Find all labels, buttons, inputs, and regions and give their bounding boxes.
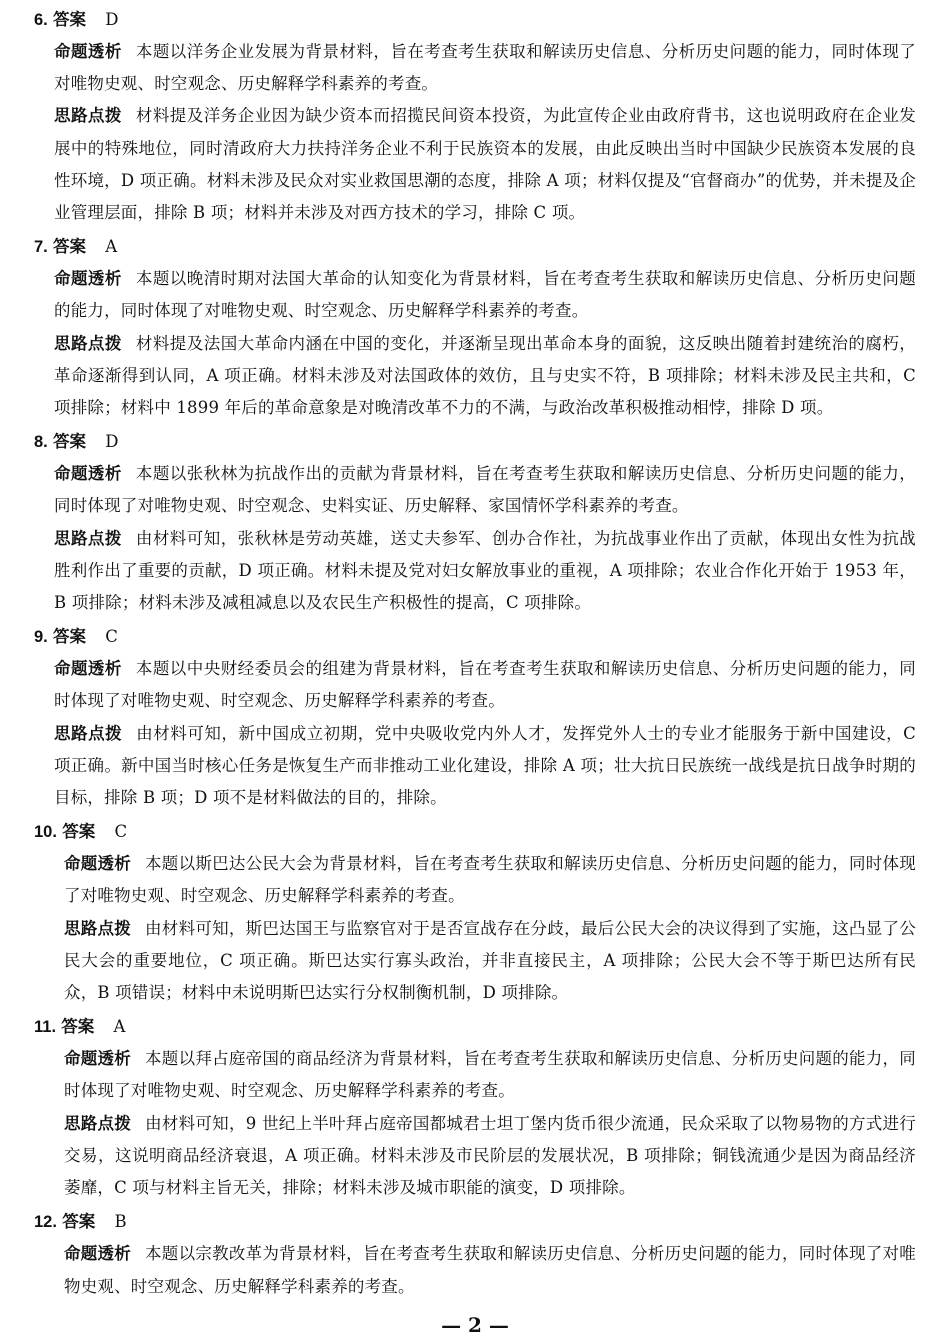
question-header xyxy=(34,1011,916,1043)
answer-value: D xyxy=(105,432,119,452)
answer-label: 答案 xyxy=(61,1017,95,1037)
analysis-text: 本题以宗教改革为背景材料，旨在考查考生获取和解读历史信息、分析历史问题的能力，同时体现了对唯物史观、时空观念、历史解释学科素养的考查。 xyxy=(64,1244,916,1296)
analysis-label: 命题透析 xyxy=(54,464,122,484)
answer-label: 答案 xyxy=(62,1212,96,1232)
page-number: — 2 — xyxy=(441,1313,509,1337)
analysis-label: 命题透析 xyxy=(64,1049,132,1069)
hint-label: 思路点拨 xyxy=(64,918,132,938)
analysis-label: 命题透析 xyxy=(64,1244,132,1264)
hint-label: 思路点拨 xyxy=(54,723,123,743)
question-6 xyxy=(34,4,916,229)
answer-value: D xyxy=(105,10,119,29)
question-number: 7. xyxy=(34,238,48,257)
answer-value: C xyxy=(114,822,128,842)
question-header xyxy=(34,426,916,458)
question-8 xyxy=(34,426,916,619)
analysis-label: 命题透析 xyxy=(64,854,132,874)
analysis-paragraph xyxy=(54,458,916,522)
hint-label: 思路点拨 xyxy=(64,1113,132,1133)
question-number: 9. xyxy=(34,628,48,647)
answer-label: 答案 xyxy=(53,237,87,257)
answer-value: A xyxy=(113,1017,126,1037)
question-number: 10. xyxy=(34,823,57,842)
analysis-text: 本题以晚清时期对法国大革命的认知变化为背景材料，旨在考查考生获取和解读历史信息、分析历史问题的能力，同时体现了对唯物史观、时空观念、历史解释学科素养的考查。 xyxy=(54,269,916,321)
hint-text: 由材料可知，张秋林是劳动英雄，送丈夫参军、创办合作社，为抗战事业作出了贡献，体现出女性为抗战胜利作出了重要的贡献，D 项正确。材料未提及党对妇女解放事业的重视，A 项排除；农业合作化开始于 1953 年，B 项排除；材料未涉及减租减息以及农民生产积极性的提高，C 项排除。 xyxy=(54,528,916,613)
hint-paragraph xyxy=(54,328,916,425)
question-12 xyxy=(34,1206,916,1302)
question-7 xyxy=(34,231,916,424)
answer-label: 答案 xyxy=(53,627,87,647)
hint-text: 由材料可知，9 世纪上半叶拜占庭帝国都城君士坦丁堡内货币很少流通，民众采取了以物易物的方式进行交易，这说明商品经济衰退，A 项正确。材料未涉及市民阶层的发展状况，B 项排除；铜钱流通少是因为商品经济萎靡，C 项与材料主旨无关，排除；材料未涉及城市职能的演变，D 项排除。 xyxy=(64,1113,916,1198)
analysis-text: 本题以中央财经委员会的组建为背景材料，旨在考查考生获取和解读历史信息、分析历史问题的能力，同时体现了对唯物史观、时空观念、历史解释学科素养的考查。 xyxy=(54,659,916,711)
question-header xyxy=(34,4,916,36)
hint-text: 由材料可知，新中国成立初期，党中央吸收党内外人才，发挥党外人士的专业才能服务于新中国建设，C 项正确。新中国当时核心任务是恢复生产而非推动工业化建设，排除 A 项；壮大抗日民族统一战线是抗日战争时期的目标，排除 B 项；D 项不是材料做法的目的，排除。 xyxy=(54,723,916,808)
hint-paragraph xyxy=(64,913,916,1010)
hint-text: 材料提及洋务企业因为缺少资本而招揽民间资本投资，为此宣传企业由政府背书，这也说明政府在企业发展中的特殊地位，同时清政府大力扶持洋务企业不利于民族资本的发展，由此反映出当时中国缺少民族资本发展的良性环境，D 项正确。材料未涉及民众对实业救国思潮的态度，排除 A 项；材料仅提及“官督商办”的优势，并未提及企业管理层面，排除 B 项；材料并未涉及对西方技术的学习，排除 C 项。 xyxy=(54,106,916,223)
analysis-paragraph xyxy=(54,653,916,717)
analysis-text: 本题以张秋林为抗战作出的贡献为背景材料，旨在考查考生获取和解读历史信息、分析历史问题的能力，同时体现了对唯物史观、时空观念、史料实证、历史解释、家国情怀学科素养的考查。 xyxy=(54,464,916,516)
hint-paragraph xyxy=(54,718,916,815)
analysis-label: 命题透析 xyxy=(54,42,122,61)
analysis-label: 命题透析 xyxy=(54,269,122,289)
question-9 xyxy=(34,621,916,814)
answer-value: C xyxy=(105,627,118,647)
analysis-paragraph xyxy=(54,263,916,327)
hint-paragraph xyxy=(54,523,916,620)
question-number: 12. xyxy=(34,1213,57,1232)
answer-value: B xyxy=(114,1212,127,1232)
analysis-paragraph xyxy=(64,1238,916,1302)
hint-text: 材料提及法国大革命内涵在中国的变化，并逐渐呈现出革命本身的面貌，这反映出随着封建统治的腐朽，革命逐渐得到认同，A 项正确。材料未涉及对法国政体的效仿，且与史实不符，B 项排除；材料未涉及民主共和，C 项排除；材料中 1899 年后的革命意象是对晚清改革不力的不满，与政治改革积极推动相悖，排除 D 项。 xyxy=(54,333,916,418)
answer-label: 答案 xyxy=(62,822,96,842)
question-header xyxy=(34,621,916,653)
analysis-label: 命题透析 xyxy=(54,659,122,679)
answer-label: 答案 xyxy=(53,432,87,452)
analysis-paragraph xyxy=(64,1043,916,1107)
analysis-text: 本题以拜占庭帝国的商品经济为背景材料，旨在考查考生获取和解读历史信息、分析历史问题的能力，同时体现了对唯物史观、时空观念、历史解释学科素养的考查。 xyxy=(64,1049,916,1101)
hint-paragraph xyxy=(64,1108,916,1205)
analysis-paragraph xyxy=(64,848,916,912)
hint-label: 思路点拨 xyxy=(54,333,122,353)
analysis-text: 本题以斯巴达公民大会为背景材料，旨在考查考生获取和解读历史信息、分析历史问题的能力，同时体现了对唯物史观、时空观念、历史解释学科素养的考查。 xyxy=(64,854,916,906)
question-header xyxy=(34,231,916,263)
question-11 xyxy=(34,1011,916,1204)
question-10 xyxy=(34,816,916,1009)
hint-label: 思路点拨 xyxy=(54,528,122,548)
analysis-paragraph xyxy=(54,36,916,100)
hint-label: 思路点拨 xyxy=(54,106,122,126)
answer-label: 答案 xyxy=(53,10,87,29)
analysis-text: 本题以洋务企业发展为背景材料，旨在考查考生获取和解读历史信息、分析历史问题的能力，同时体现了对唯物史观、时空观念、历史解释学科素养的考查。 xyxy=(54,42,916,94)
question-header xyxy=(34,1206,916,1238)
question-header xyxy=(34,816,916,848)
question-number: 11. xyxy=(34,1018,57,1037)
question-number: 6. xyxy=(34,11,48,29)
hint-paragraph xyxy=(54,100,916,229)
hint-text: 由材料可知，斯巴达国王与监察官对于是否宣战存在分歧，最后公民大会的决议得到了实施，这凸显了公民大会的重要地位，C 项正确。斯巴达实行寡头政治，并非直接民主，A 项排除；公民大会不等于斯巴达所有民众，B 项错误；材料中未说明斯巴达实行分权制衡机制，D 项排除。 xyxy=(64,918,916,1003)
answer-value: A xyxy=(105,237,118,257)
question-number: 8. xyxy=(34,433,48,452)
